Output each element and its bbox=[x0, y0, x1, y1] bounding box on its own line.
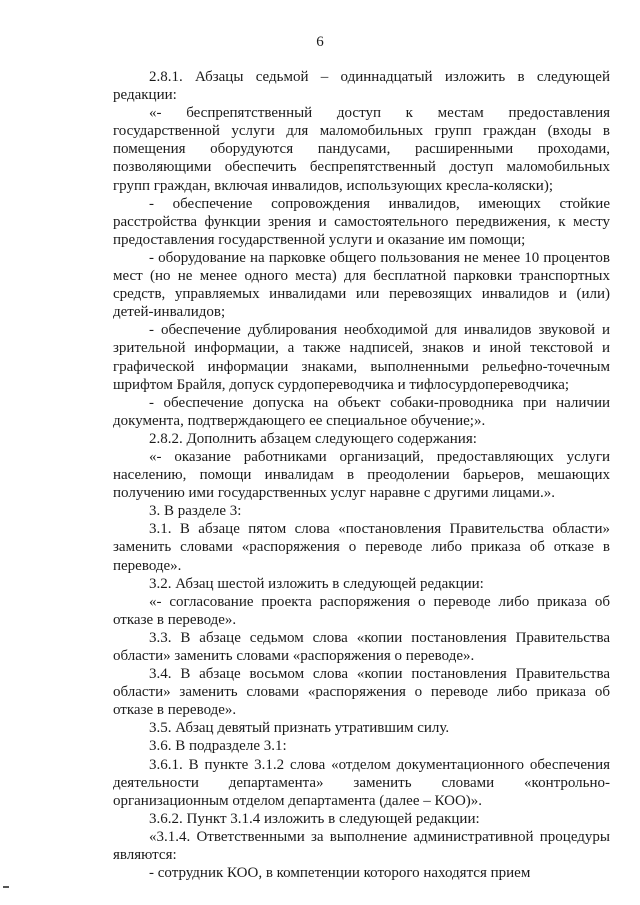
paragraph: 3. В разделе 3: bbox=[149, 503, 242, 520]
paragraph: - обеспечение допуска на объект собаки-проводника при наличии документа, подтверждающего ее специальное обучение;». bbox=[113, 394, 610, 429]
paragraph: - сотрудник КОО, в компетенции которого находятся прием bbox=[149, 865, 531, 882]
page-number: 6 bbox=[316, 34, 324, 50]
paragraph: - обеспечение дублирования необходимой для инвалидов звуковой и зрительной информации, а также надписей, знаков и иной текстовой и графической информации знаками, выполненными рельефно-точечным шрифтом Брайля, допуск сурдопереводчика и тифлосурдопереводчика; bbox=[113, 322, 610, 393]
paragraph: 3.3. В абзаце седьмом слова «копии постановления Правительства области» заменить словами «распоряжения о переводе». bbox=[113, 629, 610, 664]
paragraph: 3.1. В абзаце пятом слова «постановления Правительства области» заменить словами «распоряжения о переводе либо приказа об отказе в переводе». bbox=[113, 521, 610, 574]
paragraph: - обеспечение сопровождения инвалидов, имеющих стойкие расстройства функции зрения и самостоятельного передвижения, к месту предоставления государственной услуги и оказание им помощи; bbox=[113, 195, 610, 248]
paragraph: 3.4. В абзаце восьмом слова «копии постановления Правительства области» заменить словами «распоряжения о переводе либо приказа об отказе в переводе». bbox=[113, 666, 610, 719]
paragraph: 3.6.1. В пункте 3.1.2 слова «отделом документационного обеспечения деятельности департамента» заменить словами «контрольно-организационным отделом департамента (далее – КОО)». bbox=[113, 756, 610, 809]
paragraph: «3.1.4. Ответственными за выполнение административной процедуры являются: bbox=[113, 828, 610, 864]
paragraph: 3.6. В подразделе 3.1: bbox=[149, 738, 287, 755]
paragraph: «- оказание работниками организаций, предоставляющих услуги населению, помощи инвалидам в преодолении барьеров, мешающих получению ими государственных услуг наравне с другими лицами.». bbox=[113, 448, 610, 502]
paragraph: 2.8.2. Дополнить абзацем следующего содержания: bbox=[149, 430, 477, 447]
paragraph: 3.5. Абзац девятый признать утратившим силу. bbox=[149, 720, 450, 737]
paragraph: 2.8.1. Абзацы седьмой – одиннадцатый изложить в следующей редакции: bbox=[113, 69, 610, 104]
scan-artifact-mark bbox=[3, 886, 9, 888]
paragraph: «- беспрепятственный доступ к местам предоставления государственной услуги для маломобильных групп граждан (входы в помещения оборудуются пандусами, расширенными проходами, позволяющими обеспечить беспрепятственный доступ маломобильных групп граждан, включая инвалидов, использующих кресла-коляски); bbox=[113, 105, 610, 194]
paragraph: 3.2. Абзац шестой изложить в следующей редакции: bbox=[149, 575, 484, 592]
paragraph: - оборудование на парковке общего пользования не менее 10 процентов мест (но не менее одного места) для бесплатной парковки транспортных средств, управляемых инвалидами или перевозящих инвалидов и (или) детей-инвалидов; bbox=[113, 249, 610, 321]
document-body bbox=[113, 68, 610, 882]
paragraph: «- согласование проекта распоряжения о переводе либо приказа об отказе в переводе». bbox=[113, 593, 610, 628]
paragraph: 3.6.2. Пункт 3.1.4 изложить в следующей редакции: bbox=[149, 810, 480, 827]
